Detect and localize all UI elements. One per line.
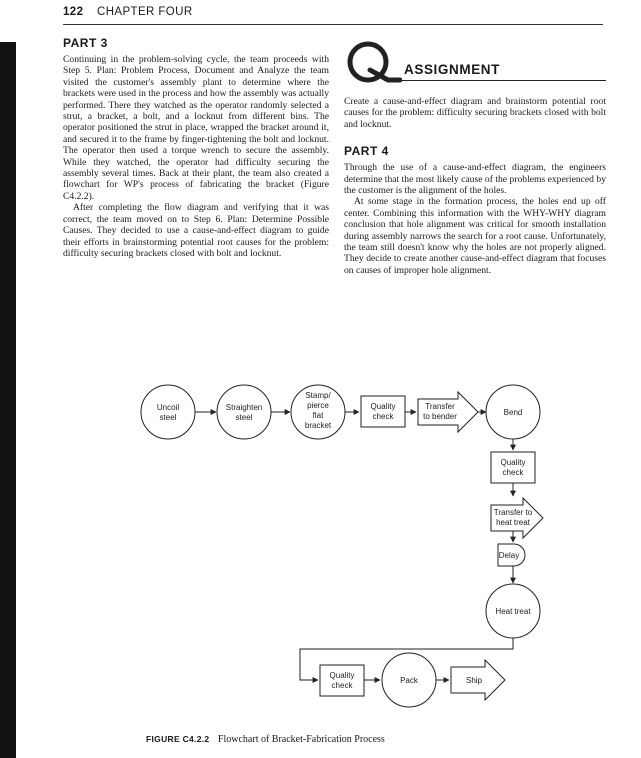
quality2-label-1: Quality <box>500 458 526 467</box>
quality3-label-2: check <box>331 681 353 690</box>
figure-caption-text: Flowchart of Bracket-Fabrication Process <box>217 734 385 745</box>
quality-check-node-1 <box>361 396 405 427</box>
transfer-to-bender-node <box>418 392 478 432</box>
transfer2-label-2: heat treat <box>496 518 530 527</box>
quality1-label-2: check <box>372 412 394 421</box>
stamp-label-3: flat <box>312 411 324 420</box>
assignment-text: Create a cause-and-effect diagram and brainstorm potential root causes for the problem: difficulty securing brackets closed with bolt and locknut. <box>344 96 606 130</box>
quality2-label-2: check <box>502 468 524 477</box>
pack-node <box>382 653 436 707</box>
transfer-to-heat-treat-node <box>491 498 543 538</box>
part3-paragraph-2: After completing the flow diagram and verifying that it was correct, the team moved on to Step 6. Plan: Determine Possible Causes. They decided to use a cause-and-effect diagram to guide their efforts in brainstorming potential root causes for the problem: difficulty securing brackets closed with bolt and locknut. <box>63 202 329 259</box>
stamp-label-1: Stamp/ <box>305 391 331 400</box>
chapter-title: CHAPTER FOUR <box>97 6 193 18</box>
ship-node <box>451 660 505 700</box>
quality3-label-1: Quality <box>329 671 355 680</box>
part4-paragraph-1: Through the use of a cause-and-effect diagram, the engineers determine that the most likely cause of the problems experienced by the customer is the alignment of the holes. <box>344 162 606 197</box>
assignment-underline <box>384 80 606 81</box>
transfer1-label-2: to bender <box>423 412 457 421</box>
transfer2-label-1: Transfer to <box>493 508 533 517</box>
bend-node <box>486 385 540 439</box>
uncoil-label-2: steel <box>159 413 177 422</box>
assignment-title: ASSIGNMENT <box>404 62 501 77</box>
uncoil-label-1: Uncoil <box>156 403 180 412</box>
part3-paragraph-1: Continuing in the problem-solving cycle, the team proceeds with Step 5. Plan: Problem Process, Document and Analyze the team visited the customer's assembly plant to determine where the brackets were used in the process and how the assembly was actually performed. There they watched as the operator randomly selected a strut, a bracket, a bolt, and a locknut from different bins. The operator positioned the strut in place, wrapped the bracket around it, and secured it to the frame by finger-tightening the bolt and locknut. The operator then used a torque wrench to secure the assembly. While they watched, the operator had difficulty securing the assembly several times. Back at their plant, the team also created a flowchart for WP's process of fabricating the bracket (Figure C4.2.2). <box>63 54 329 202</box>
bend-label: Bend <box>503 408 523 417</box>
stamp-pierce-node <box>291 385 345 439</box>
page-number: 122 <box>63 6 84 18</box>
heat-label: Heat treat <box>495 607 531 616</box>
bracket-flowchart <box>140 365 550 720</box>
quality-check-node-2 <box>491 452 535 483</box>
header-rule <box>63 24 603 25</box>
part3-heading: PART 3 <box>63 36 108 50</box>
assignment-banner <box>344 40 606 88</box>
transfer1-label-1: Transfer <box>425 402 455 411</box>
stamp-label-4: bracket <box>304 421 332 430</box>
q-icon <box>344 40 402 84</box>
ship-label: Ship <box>465 676 483 685</box>
part4-heading: PART 4 <box>344 144 389 159</box>
page-spine-bar <box>0 42 16 758</box>
quality1-label-1: Quality <box>370 402 396 411</box>
left-column <box>63 36 329 259</box>
heat-treat-node <box>486 584 540 638</box>
straighten-label-2: steel <box>235 413 253 422</box>
part4-paragraph-2: At some stage in the formation process, the holes end up off center. Combining this information with the WHY-WHY diagram conclusion that hole alignment was critical for smooth installation during assembly narrows the search for a root cause. Unfortunately, the team still doesn't know why the holes are not properly aligned. They decide to create another cause-and-effect diagram that focuses on causes of improper hole alignment. <box>344 196 606 276</box>
figure-caption <box>146 734 385 745</box>
running-head <box>63 6 583 18</box>
pack-label: Pack <box>400 676 418 685</box>
uncoil-steel-node <box>141 385 195 439</box>
figure-label: FIGURE C4.2.2 <box>146 734 210 744</box>
delay-label: Delay <box>498 551 520 560</box>
delay-node <box>498 544 525 566</box>
stamp-label-2: pierce <box>307 401 329 410</box>
quality-check-node-3 <box>320 665 364 696</box>
straighten-steel-node <box>217 385 271 439</box>
straighten-label-1: Straighten <box>225 403 263 412</box>
right-column <box>344 40 606 276</box>
